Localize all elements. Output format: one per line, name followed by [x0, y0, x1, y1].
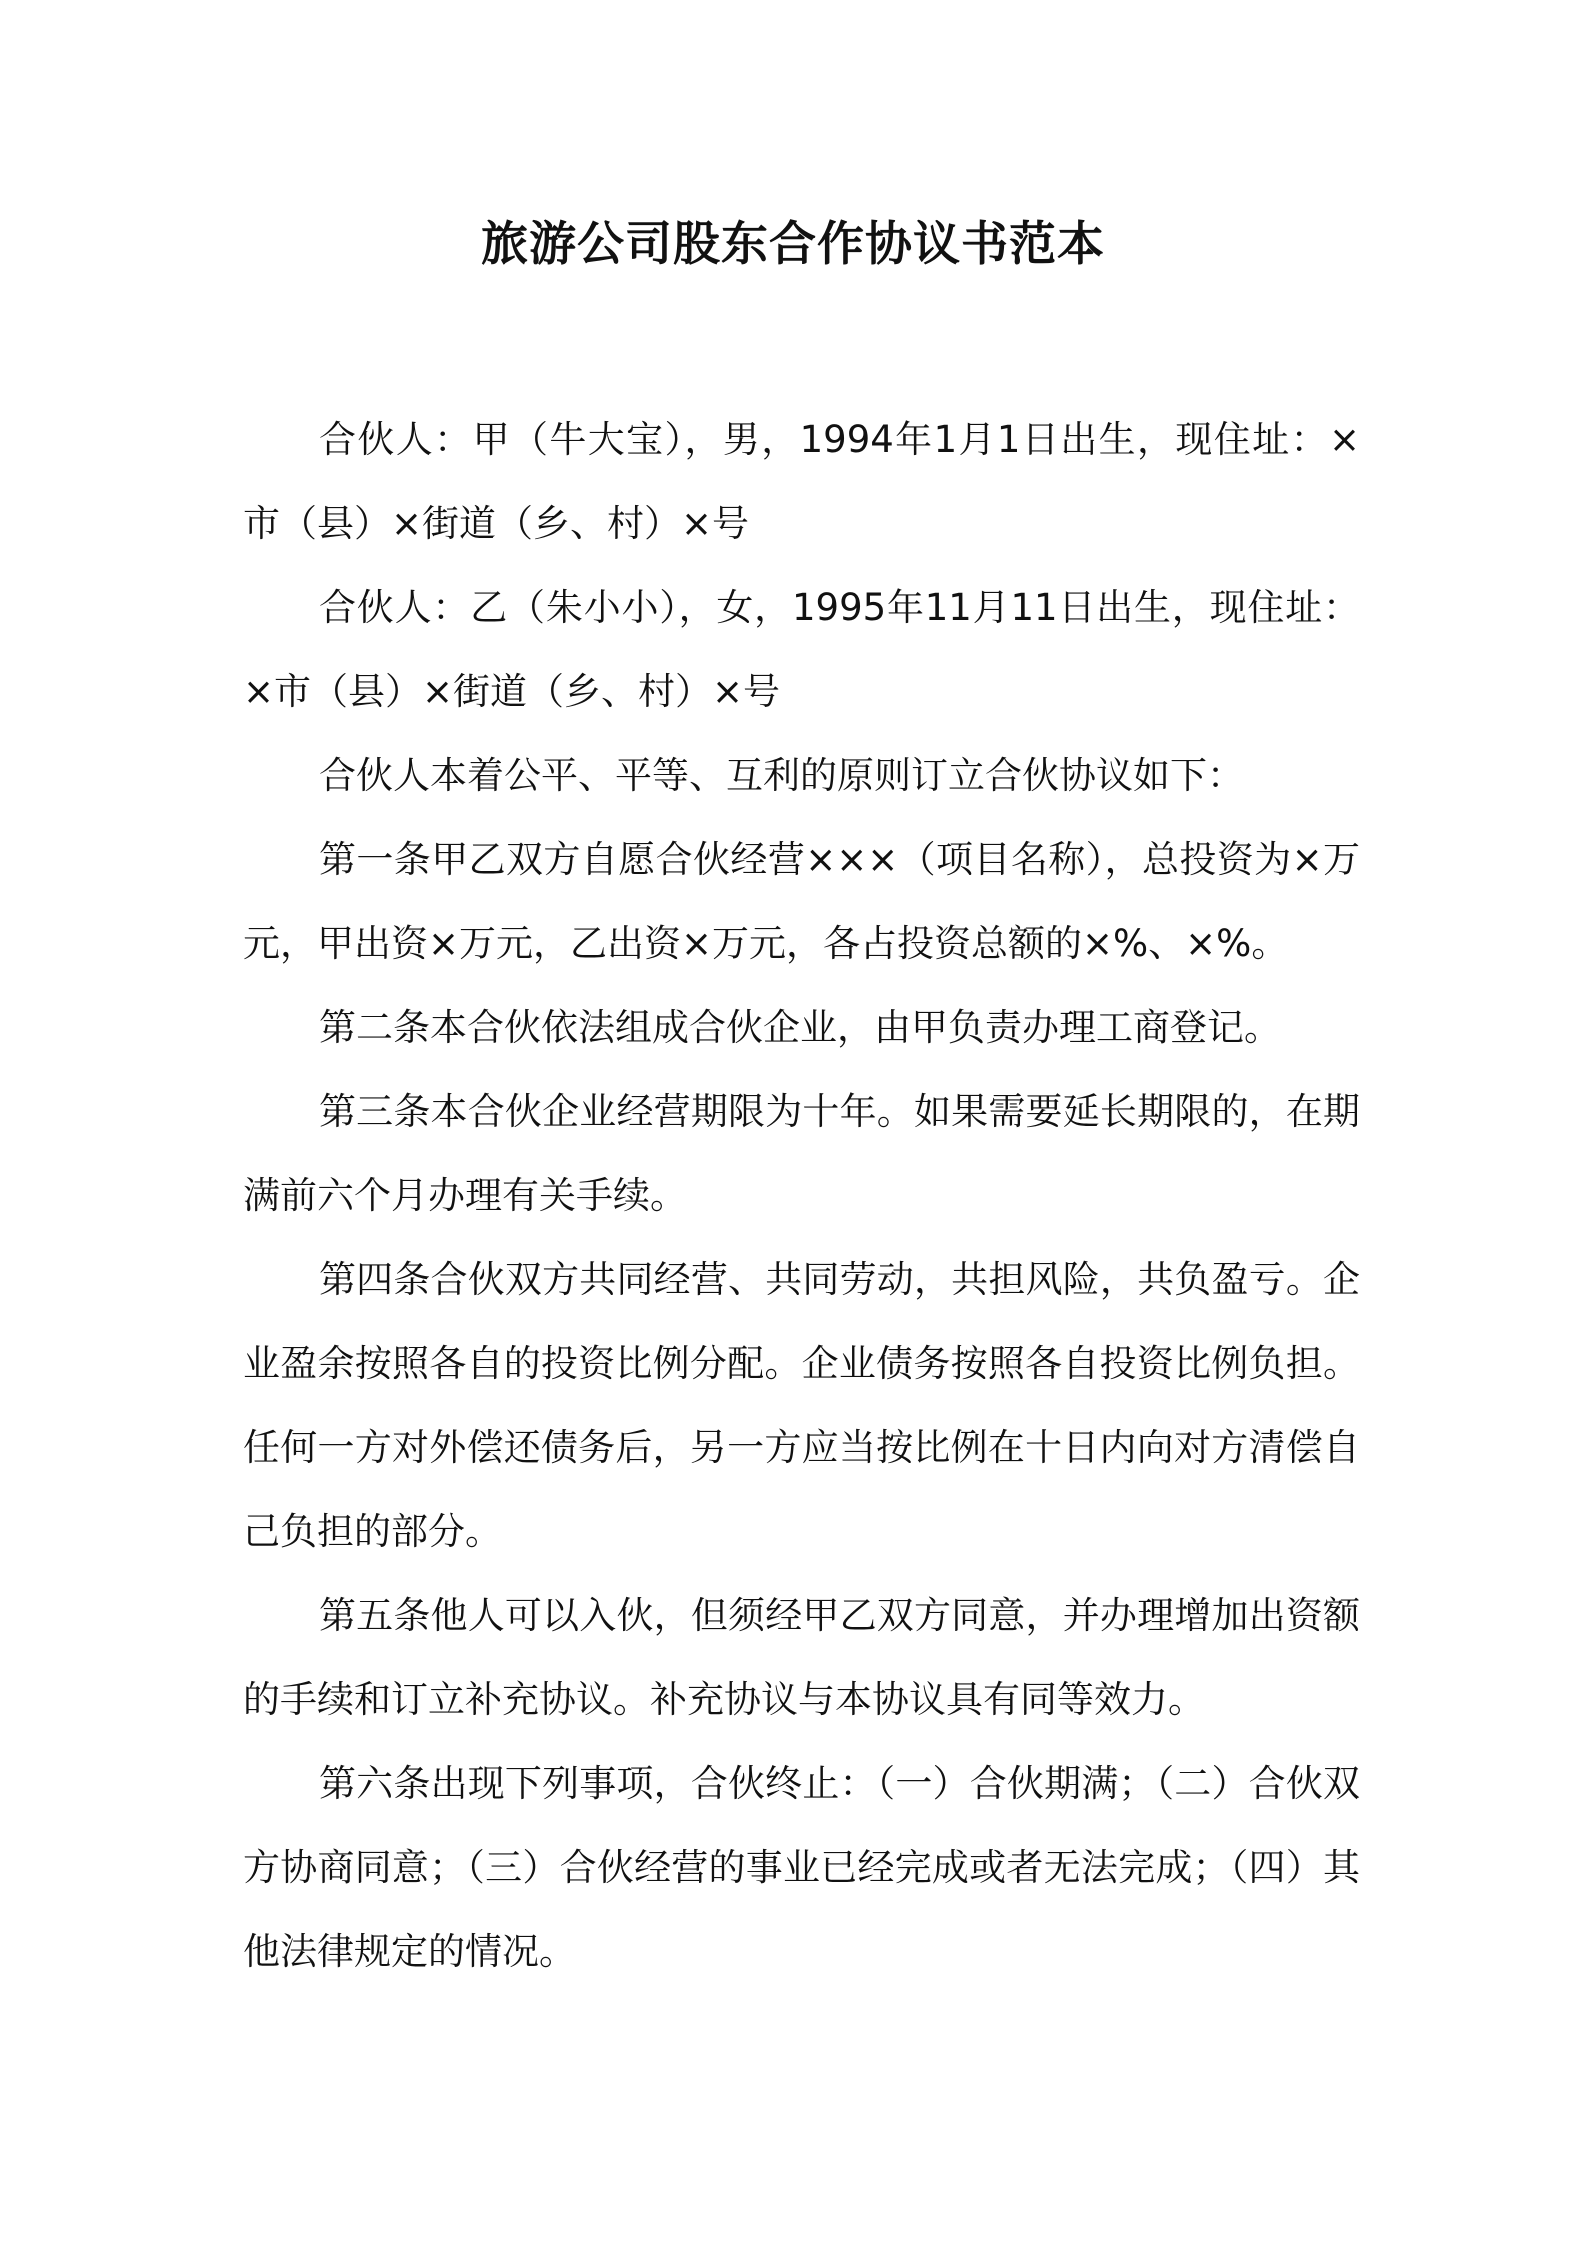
document-body	[243, 398, 1360, 1994]
article-5-paragraph: 第五条他人可以入伙，但须经甲乙双方同意，并办理增加出资额的手续和订立补充协议。补充协议与本协议具有同等效力。	[243, 1594, 1360, 1721]
document-title: 旅游公司股东合作协议书范本	[481, 217, 1105, 272]
article-2-paragraph: 第二条本合伙依法组成合伙企业，由甲负责办理工商登记。	[319, 1006, 1281, 1049]
article-6-paragraph: 第六条出现下列事项，合伙终止：（一）合伙期满；（二）合伙双方协商同意；（三）合伙经营的事业已经完成或者无法完成；（四）其他法律规定的情况。	[243, 1762, 1360, 1973]
preamble-paragraph: 合伙人本着公平、平等、互利的原则订立合伙协议如下：	[319, 754, 1244, 797]
article-3-paragraph: 第三条本合伙企业经营期限为十年。如果需要延长期限的，在期满前六个月办理有关手续。	[243, 1090, 1360, 1217]
article-4-paragraph: 第四条合伙双方共同经营、共同劳动，共担风险，共负盈亏。企业盈余按照各自的投资比例分配。企业债务按照各自投资比例负担。任何一方对外偿还债务后，另一方应当按比例在十日内向对方清偿自己负担的部分。	[243, 1258, 1360, 1553]
partner-a-paragraph: 合伙人：甲（牛大宝），男，1994年1月1日出生，现住址：×市（县）×街道（乡、村）×号	[243, 418, 1360, 545]
article-1-paragraph: 第一条甲乙双方自愿合伙经营×××（项目名称），总投资为×万元，甲出资×万元，乙出资×万元，各占投资总额的×%、×%。	[243, 838, 1360, 965]
partner-b-paragraph: 合伙人：乙（朱小小），女，1995年11月11日出生，现住址：×市（县）×街道（乡、村）×号	[243, 586, 1360, 713]
